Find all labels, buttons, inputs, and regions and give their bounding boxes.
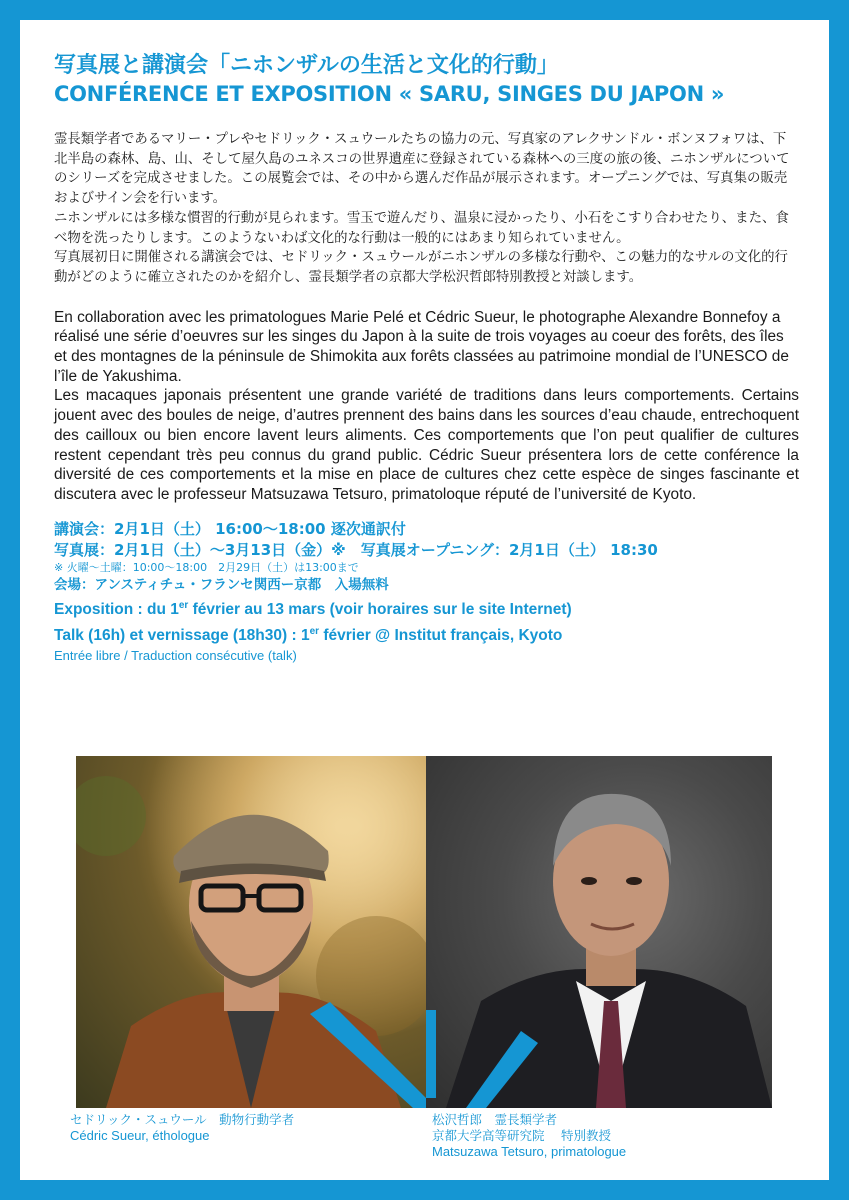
venue: 会場：アンスティチュ・フランセ関西ー京都 入場無料 bbox=[54, 576, 389, 593]
caption-left-fr: Cédric Sueur, éthologue bbox=[70, 1128, 210, 1143]
fr-talk-dates bbox=[54, 621, 799, 647]
title-japanese: 写真展と講演会「ニホンザルの生活と文化的行動」 bbox=[54, 53, 559, 78]
event-info bbox=[54, 519, 799, 665]
caption-right-ja1: 松沢哲郎 霊長類学者 bbox=[432, 1112, 558, 1127]
caption-left-ja: セドリック・スュウール 動物行動学者 bbox=[70, 1112, 295, 1127]
fr-talk-sup: er bbox=[309, 625, 320, 637]
caption-right-fr: Matsuzawa Tetsuro, primatologue bbox=[432, 1144, 627, 1159]
body-ja-paragraph: ニホンザルには多様な慣習的行動が見られます。雪玉で遊んだり、温泉に浸かったり、小石をこすり合わせたり、また、食べ物を洗ったりします。このようないわば文化的な行動は一般的にはあまり知られていません。 bbox=[54, 210, 789, 246]
body-fr-paragraph: Les macaques japonais présentent une grande variété de traditions dans leurs comportements. Certains jouent avec des boules de neige, d’autres prennent des bains dans les sources d’eau chaude, entrechoquent des cailloux ou bien encore lavent leurs aliments. Ces comportements que l’on peut qualifier de cultures restent cependant très peu connus du grand public. Cédric Sueur présentera lors de cette conférence la diversité de ces comportements et la mise en place de cultures chez cette espèce de singes fascinante et discutera avec le professeur Matsuzawa Tetsuro, primatoloque réputé de l’université de Kyoto. bbox=[54, 387, 799, 503]
lecture-schedule: 講演会：2月1日（土） 16:00〜18:00 逐次通訳付 bbox=[54, 519, 406, 538]
caption-right-ja2: 京都大学高等研究院 特別教授 bbox=[432, 1128, 611, 1143]
fr-exposition-sup: er bbox=[178, 599, 189, 611]
portrait-left-illustration bbox=[76, 756, 426, 1108]
portrait-right-illustration bbox=[426, 756, 772, 1108]
opening-hours-note: ※ 火曜〜土曜：10:00〜18:00 2月29日（土）は13:00まで bbox=[54, 560, 359, 574]
caption-right bbox=[432, 1112, 626, 1160]
content bbox=[54, 52, 799, 665]
body-japanese bbox=[54, 130, 799, 288]
exhibition-schedule: 写真展：2月1日（土）〜3月13日（金）※ 写真展オープニング：2月1日（土） 18:30 bbox=[54, 540, 658, 559]
body-ja-paragraph: 写真展初日に開催される講演会では、セドリック・スュウールがニホンザルの多様な行動や、この魅力的なサルの文化的行動がどのように確立されたのかを紹介し、霊長類学者の京都大学松沢哲郎特別教授と対談します。 bbox=[54, 250, 788, 285]
fr-entree-libre: Entrée libre / Traduction consécutive (talk) bbox=[54, 647, 297, 663]
fr-exposition-pre: Exposition : du 1 bbox=[54, 600, 179, 618]
caption-left bbox=[70, 1112, 294, 1144]
photo-cedric-sueur bbox=[76, 756, 426, 1108]
fr-exposition-post: février au 13 mars (voir horaires sur le site Internet) bbox=[188, 600, 572, 618]
body-fr-paragraph: En collaboration avec les primatologues Marie Pelé et Cédric Sueur, le photographe Alexandre Bonnefoy a réalisé une série d’oeuvres sur les singes du Japon à la suite de trois voyages au coeur des forêts, des îles et des montagnes de la péninsule de Shimokita aux forêts classées au patrimoine mondial de l’UNESCO de l’île de Yakushima. bbox=[54, 308, 789, 385]
fr-talk-post: février @ Institut français, Kyoto bbox=[319, 626, 563, 644]
fr-talk-pre: Talk (16h) et vernissage (18h30) : 1 bbox=[54, 626, 310, 644]
body-ja-paragraph: 霊長類学者であるマリー・プレやセドリック・スュウールたちの協力の元、写真家のアレクサンドル・ボンヌフォワは、下北半島の森林、島、山、そして屋久島のユネスコの世界遺産に登録されている森林への三度の旅の後、ニホンザルについてのシリーズを完成させました。この展覧会では、その中から選んだ作品が展示されます。オープニングでは、写真集の販売およびサイン会を行います。 bbox=[54, 132, 790, 207]
body-french bbox=[54, 308, 799, 505]
title-french: CONFÉRENCE ET EXPOSITION « SARU, SINGES DU JAPON » bbox=[54, 82, 725, 106]
fr-exposition-dates bbox=[54, 595, 799, 621]
photo-matsuzawa-tetsuro bbox=[426, 756, 772, 1108]
speaker-photos bbox=[76, 756, 772, 1108]
